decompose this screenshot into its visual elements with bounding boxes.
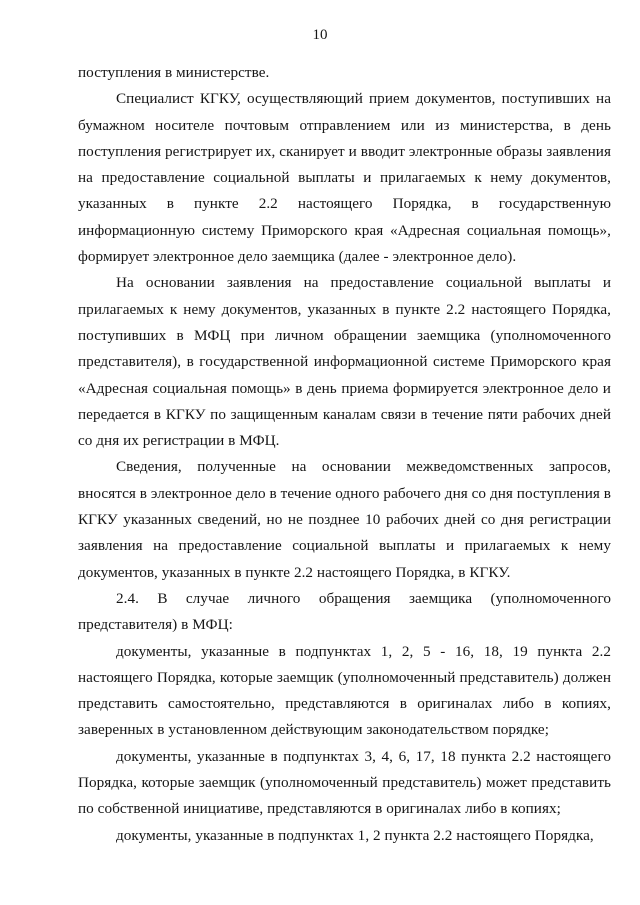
paragraph-optional-documents: документы, указанные в подпунктах 3, 4, 6, 17, 18 пункта 2.2 настоящего Порядка, которые заемщик (уполномоченный представитель) может представить по собственной инициативе, представляются в оригиналах либо в копиях; xyxy=(78,747,611,818)
document-body xyxy=(78,60,611,849)
paragraph-section-2-4: 2.4. В случае личного обращения заемщика (уполномоченного представителя) в МФЦ: xyxy=(78,589,611,634)
paragraph-kgku-specialist: Специалист КГКУ, осуществляющий прием документов, поступивших на бумажном носителе почтовым отправлением или из министерства, в день поступления регистрирует их, сканирует и вводит электронные образы заявления на предоставление социальной выплаты и прилагаемых к нему документов, указанных в пункте 2.2 настоящего Порядка, в государственную информационную систему Приморского края «Адресная социальная помощь», формирует электронное дело заемщика (далее - электронное дело). xyxy=(78,90,611,266)
paragraph-continuation: поступления в министерстве. xyxy=(78,64,270,81)
paragraph-mfc-application: На основании заявления на предоставление социальной выплаты и прилагаемых к нему документов, указанных в пункте 2.2 настоящего Порядка, поступивших в МФЦ при личном обращении заемщика (уполномоченного представителя), в государственной информационной системе Приморского края «Адресная социальная помощь» в день приема формируется электронное дело и передается в КГКУ по защищенным каналам связи в течение пяти рабочих дней со дня их регистрации в МФЦ. xyxy=(78,274,611,450)
paragraph-mandatory-documents: документы, указанные в подпунктах 1, 2, 5 - 16, 18, 19 пункта 2.2 настоящего Порядка, которые заемщик (уполномоченный представитель) должен представить самостоятельно, представляются в оригиналах либо в копиях, заверенных в установленном действующим законодательством порядке; xyxy=(78,642,611,739)
page-number: 10 xyxy=(312,27,328,43)
paragraph-interagency-requests: Сведения, полученные на основании межведомственных запросов, вносятся в электронное дело в течение одного рабочего дня со дня поступления в КГКУ указанных сведений, но не позднее 10 рабочих дней со дня регистрации заявления на предоставление социальной выплаты и прилагаемых к нему документов, указанных в пункте 2.2 настоящего Порядка, в КГКУ. xyxy=(78,458,611,581)
paragraph-documents-1-2: документы, указанные в подпунктах 1, 2 пункта 2.2 настоящего Порядка, xyxy=(116,826,594,844)
